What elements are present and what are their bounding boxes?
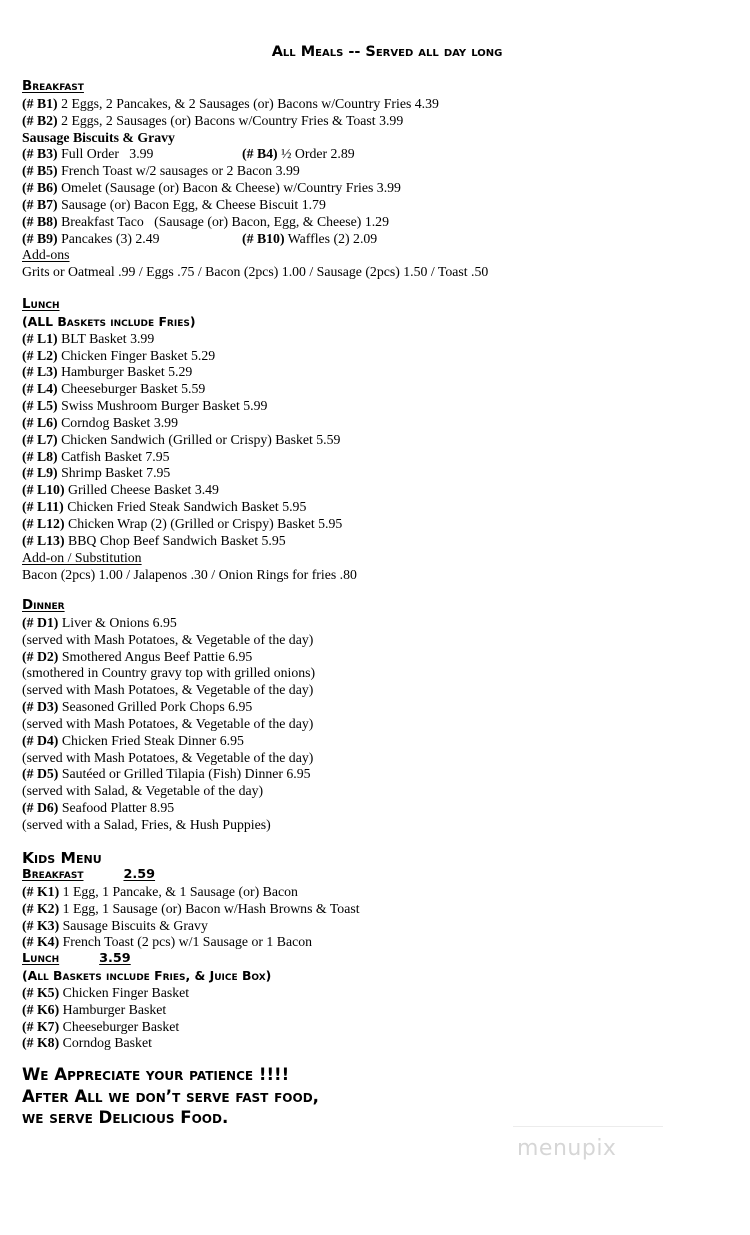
breakfast-addons-text: Grits or Oatmeal .99 / Eggs .75 / Bacon (2pcs) 1.00 / Sausage (2pcs) 1.50 / Toast .50 (22, 264, 489, 280)
breakfast-addons-label: Add-ons (22, 247, 70, 263)
kids-lunch-label: Lunch (22, 951, 60, 967)
lunch-heading: Lunch (22, 297, 60, 312)
kids-lunch-note: (All Baskets include Fries, & Juice Box) (22, 968, 272, 984)
item-note: (served with Mash Potatoes, & Vegetable of the day) (22, 715, 314, 731)
menu-item-l3 (22, 364, 357, 381)
menu-item-d2 (22, 649, 315, 666)
item-note: (smothered in Country gravy top with grilled onions) (22, 665, 316, 681)
menu-item-k4 (22, 934, 360, 951)
dinner-heading: Dinner (22, 598, 65, 613)
item-code: (# D2) (22, 648, 59, 664)
lunch-item-list (22, 331, 357, 550)
menu-item-l10 (22, 482, 357, 499)
item-code: (# K5) (22, 984, 60, 1000)
lunch-section (22, 297, 357, 583)
menu-item-k3 (22, 918, 360, 935)
kids-breakfast-heading (22, 867, 360, 884)
item-code: (# B3) (22, 146, 58, 162)
menu-item-l12 (22, 516, 357, 533)
item-text: Chicken Sandwich (Grilled or Crispy) Basket 5.59 (57, 431, 341, 447)
menu-item-k2 (22, 901, 360, 918)
page-title: All Meals -- Served all day long (271, 44, 503, 60)
item-text: Chicken Finger Basket 5.29 (57, 347, 216, 363)
item-code: (# L13) (22, 532, 65, 548)
item-code: (# L5) (22, 398, 58, 414)
item-code: (# K1) (22, 883, 60, 899)
kids-heading: Kids Menu (22, 849, 102, 867)
menu-item-b5 (22, 163, 488, 180)
lunch-addons-label: Add-on / Substitution (22, 549, 142, 565)
item-code: (# B6) (22, 180, 58, 196)
lunch-addons-text: Bacon (2pcs) 1.00 / Jalapenos .30 / Onion Rings for fries .80 (22, 566, 357, 582)
menu-item-b7 (22, 197, 488, 214)
menu-item-b6 (22, 180, 488, 197)
menu-item-d1 (22, 615, 315, 632)
item-text: Chicken Fried Steak Dinner 6.95 (58, 732, 244, 748)
item-text: Sausage Biscuits & Gravy (59, 917, 208, 933)
menupix-watermark: menupix (517, 1136, 617, 1161)
item-code: (# L4) (22, 381, 58, 397)
item-code: (# D1) (22, 614, 59, 630)
item-text: Chicken Wrap (2) (Grilled or Crispy) Basket 5.95 (64, 515, 343, 531)
breakfast-section (22, 79, 488, 281)
item-code: (# L12) (22, 515, 65, 531)
item-text: Omelet (Sausage (or) Bacon & Cheese) w/Country Fries 3.99 (57, 180, 401, 196)
dinner-section (22, 598, 315, 834)
item-code: (# K7) (22, 1018, 60, 1034)
menu-item-l13 (22, 533, 357, 550)
item-text: 2 Eggs, 2 Pancakes, & 2 Sausages (or) Bacons w/Country Fries 4.39 (57, 95, 439, 111)
item-text: 1 Egg, 1 Pancake, & 1 Sausage (or) Bacon (59, 883, 298, 899)
menu-item-b8 (22, 214, 488, 231)
biscuits-gravy-label: Sausage Biscuits & Gravy (22, 129, 175, 145)
menu-item-l5 (22, 398, 357, 415)
menu-item-b1 (22, 96, 488, 113)
item-text: Corndog Basket 3.99 (57, 414, 178, 430)
menu-item-l8 (22, 449, 357, 466)
item-code: (# B8) (22, 213, 58, 229)
item-text: BBQ Chop Beef Sandwich Basket 5.95 (64, 532, 286, 548)
item-code: (# B5) (22, 163, 58, 179)
item-code: (# K4) (22, 934, 60, 950)
closing-message (22, 1064, 319, 1129)
menu-row-b3-b4 (22, 146, 488, 163)
item-code: (# L3) (22, 364, 58, 380)
menu-item-b3 (22, 146, 153, 161)
kids-lunch-price: 3.59 (99, 951, 131, 967)
item-text: French Toast w/2 sausages or 2 Bacon 3.99 (57, 163, 300, 179)
closing-line-1: We Appreciate your patience !!!! (22, 1065, 290, 1084)
item-text: ½ Order 2.89 (277, 146, 355, 162)
menu-item-b10 (242, 231, 377, 248)
item-code: (# L9) (22, 465, 58, 481)
item-text: Chicken Finger Basket (59, 984, 190, 1000)
item-text: Hamburger Basket 5.29 (57, 364, 193, 380)
menu-item-d6 (22, 800, 315, 817)
menu-item-l7 (22, 432, 357, 449)
item-code: (# D5) (22, 766, 59, 782)
menu-item-d5 (22, 766, 315, 783)
item-text: Grilled Cheese Basket 3.49 (64, 482, 219, 498)
item-code: (# B9) (22, 230, 58, 246)
item-text: Seafood Platter 8.95 (58, 800, 175, 816)
item-text: Pancakes (3) 2.49 (57, 230, 160, 246)
kids-breakfast-label: Breakfast (22, 867, 84, 882)
menu-item-d3 (22, 699, 315, 716)
item-code: (# L2) (22, 347, 58, 363)
menu-item-k5 (22, 985, 360, 1002)
kids-section (22, 849, 360, 1052)
item-code: (# L7) (22, 431, 58, 447)
item-code: (# B4) (242, 146, 278, 162)
item-text: Breakfast Taco (Sausage (or) Bacon, Egg, & Cheese) 1.29 (57, 213, 389, 229)
menu-item-b4 (242, 146, 355, 163)
breakfast-heading: Breakfast (22, 79, 84, 94)
item-text: French Toast (2 pcs) w/1 Sausage or 1 Bacon (59, 934, 312, 950)
menu-item-b2 (22, 113, 488, 130)
item-text: Catfish Basket 7.95 (57, 448, 170, 464)
menu-item-b9 (22, 231, 160, 246)
item-text: Swiss Mushroom Burger Basket 5.99 (57, 398, 268, 414)
menu-item-d4 (22, 733, 315, 750)
menu-item-l11 (22, 499, 357, 516)
item-code: (# K3) (22, 917, 60, 933)
item-code: (# B10) (242, 230, 285, 246)
item-code: (# L8) (22, 448, 58, 464)
kids-breakfast-price: 2.59 (123, 867, 156, 882)
item-code: (# D4) (22, 732, 59, 748)
item-text: Sautéed or Grilled Tilapia (Fish) Dinner 6.95 (58, 766, 311, 782)
item-note: (served with a Salad, Fries, & Hush Puppies) (22, 816, 271, 832)
item-text: Cheeseburger Basket 5.59 (57, 381, 206, 397)
item-code: (# B1) (22, 95, 58, 111)
lunch-note: (ALL Baskets include Fries) (22, 313, 196, 329)
item-code: (# L11) (22, 499, 64, 515)
item-note: (served with Salad, & Vegetable of the day) (22, 783, 264, 799)
item-code: (# B7) (22, 196, 58, 212)
item-text: Corndog Basket (59, 1035, 152, 1051)
item-text: Sausage (or) Bacon Egg, & Cheese Biscuit 1.79 (57, 196, 326, 212)
item-text: BLT Basket 3.99 (57, 330, 155, 346)
item-text: 1 Egg, 1 Sausage (or) Bacon w/Hash Browns & Toast (59, 900, 360, 916)
closing-line-2: After All we don’t serve fast food, (22, 1086, 319, 1106)
item-text: Cheeseburger Basket (59, 1018, 180, 1034)
menu-row-b9-b10 (22, 231, 488, 248)
menu-item-l6 (22, 415, 357, 432)
item-note: (served with Mash Potatoes, & Vegetable of the day) (22, 631, 314, 647)
item-text: 2 Eggs, 2 Sausages (or) Bacons w/Country Fries & Toast 3.99 (57, 112, 404, 128)
closing-line-3: we serve Delicious Food. (22, 1108, 229, 1127)
item-code: (# L6) (22, 414, 58, 430)
item-text: Chicken Fried Steak Sandwich Basket 5.95 (63, 499, 307, 515)
item-code: (# D6) (22, 800, 59, 816)
menu-item-l2 (22, 348, 357, 365)
menu-item-l9 (22, 465, 357, 482)
kids-lunch-heading (22, 951, 360, 968)
item-code: (# K2) (22, 900, 60, 916)
item-text: Seasoned Grilled Pork Chops 6.95 (58, 699, 253, 715)
menu-item-k7 (22, 1019, 360, 1036)
item-code: (# K6) (22, 1001, 60, 1017)
menu-item-l1 (22, 331, 357, 348)
item-note: (served with Mash Potatoes, & Vegetable of the day) (22, 749, 314, 765)
item-text: Waffles (2) 2.09 (284, 230, 378, 246)
item-text: Smothered Angus Beef Pattie 6.95 (58, 648, 253, 664)
menu-item-k1 (22, 884, 360, 901)
item-text: Shrimp Basket 7.95 (57, 465, 171, 481)
watermark-rule (513, 1126, 663, 1127)
item-text: Liver & Onions 6.95 (58, 614, 177, 630)
item-text: Full Order 3.99 (57, 146, 154, 162)
item-code: (# L1) (22, 330, 58, 346)
item-code: (# B2) (22, 112, 58, 128)
item-code: (# L10) (22, 482, 65, 498)
menu-item-l4 (22, 381, 357, 398)
item-code: (# K8) (22, 1035, 60, 1051)
menu-item-k6 (22, 1002, 360, 1019)
item-text: Hamburger Basket (59, 1001, 167, 1017)
menu-item-k8 (22, 1035, 360, 1052)
item-code: (# D3) (22, 699, 59, 715)
item-note: (served with Mash Potatoes, & Vegetable of the day) (22, 682, 314, 698)
